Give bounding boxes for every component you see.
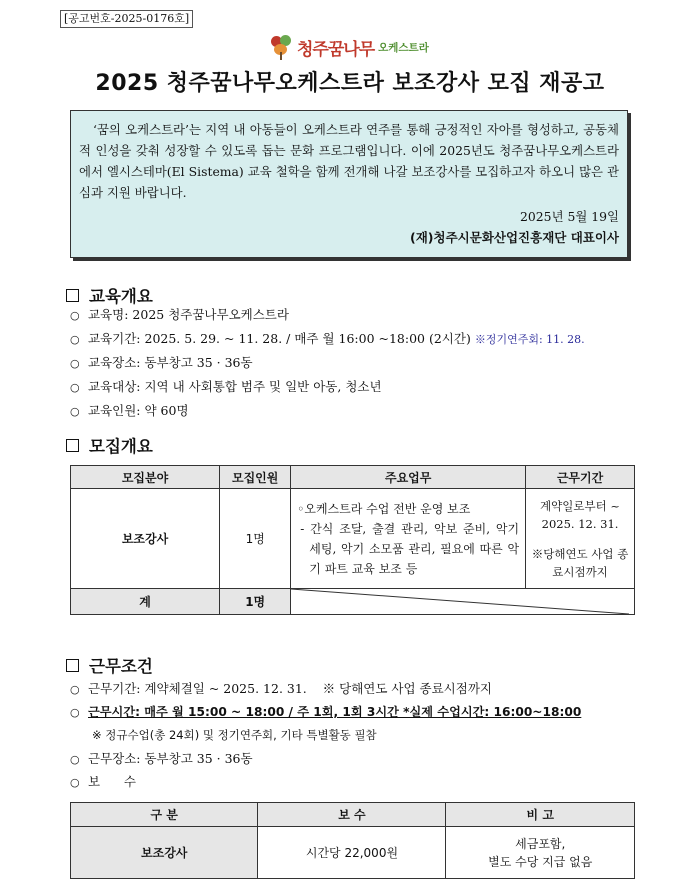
pay-table [70,802,635,879]
list-item-text: 교육기간: 2025. 5. 29. ~ 11. 28. / 매주 월 16:00 ~18:00 (2시간) [88,331,471,346]
list-item-text: 교육장소: 동부창고 35 · 36동 [88,355,253,370]
column-header: 주요업무 [291,466,526,489]
table-row [71,827,635,879]
list-item [70,401,189,422]
intro-date: 2025년 5월 19일 [520,209,619,224]
bullet-icon: ○ [70,706,80,719]
recruit-duties [291,489,526,589]
section-heading-text: 근무조건 [89,657,153,676]
list-item-text: 근무장소: 동부창고 35 · 36동 [88,751,253,766]
section-heading-recruit [66,433,153,457]
column-header: 모집인원 [220,466,291,489]
logo-sub-text: 오케스트라 [378,41,429,54]
intro-org: (재)청주시문화산업진흥재단 대표이사 [410,230,619,245]
bullet-icon: ○ [70,381,80,394]
list-item [70,377,382,398]
conditions-note: ※ 정규수업(총 24회) 및 정기연주회, 기타 특별활동 필참 [92,728,377,742]
pay-amount: 시간당 22,000원 [258,827,446,879]
logo [268,32,429,62]
column-header: 구 분 [71,803,258,827]
list-item-text: 근무기간: 계약체결일 ~ 2025. 12. 31. ※ 당해연도 사업 종료시점까지 [88,681,492,696]
bullet-icon: ○ [70,405,80,418]
intro-body: ‘꿈의 오케스트라’는 지역 내 아동들이 오케스트라 연주를 통해 긍정적인 자아를 형성하고, 공동체적 인성을 갖춰 성장할 수 있도록 돕는 문화 프로그램입니다. 이에 2025년도 청주꿈나무오케스트라에서 엘시스테마(El Sistema) 교육 철학을 함께 전개해 나갈 보조강사를 모집하고자 하오니 많은 관심과 지원 바랍니다. [79,122,619,200]
total-label: 계 [71,589,220,615]
page-title: 2025 청주꿈나무오케스트라 보조강사 모집 재공고 [95,71,605,96]
duty-main: ◦오케스트라 수업 전반 운영 보조 [297,501,471,516]
recruit-field: 보조강사 [71,489,220,589]
bullet-icon: ○ [70,309,80,322]
column-header: 근무기간 [526,466,635,489]
duty-detail: - 간식 조달, 출결 관리, 악보 준비, 악기 세팅, 악기 소모품 관리, 필요에 따른 악기 파트 교육 보조 등 [300,521,520,576]
column-header: 모집분야 [71,466,220,489]
checkbox-square-icon [66,439,79,452]
diagonal-line [291,589,629,614]
total-empty-cell [291,589,635,615]
table-row [71,489,635,589]
intro-box [70,110,628,258]
period-note: ※당해연도 사업 종료시점까지 [531,546,629,579]
list-item [70,305,289,326]
bullet-icon: ○ [70,683,80,696]
checkbox-square-icon [66,659,79,672]
section-heading-text: 교육개요 [89,287,153,306]
pay-type: 보조강사 [71,827,258,879]
pay-note-line: 세금포함, [515,836,566,851]
period-line: 계약일로부터 ~ 2025. 12. 31. [540,498,620,531]
recruit-period [526,489,635,589]
recruit-table [70,465,635,615]
list-item [70,702,581,723]
total-count: 1명 [220,589,291,615]
pay-note [446,827,635,879]
list-item [70,749,253,770]
column-header: 보 수 [258,803,446,827]
column-header: 비 고 [446,803,635,827]
recruit-count: 1명 [220,489,291,589]
logo-main-text: 청주꿈나무 [297,39,375,60]
section-heading-conditions [66,653,153,677]
list-item [70,353,253,374]
pay-note-line: 별도 수당 지급 없음 [488,854,593,869]
list-item-text: 보 수 [88,774,136,789]
section-heading-education [66,283,153,307]
checkbox-square-icon [66,289,79,302]
list-item-text: 교육명: 2025 청주꿈나무오케스트라 [88,307,289,322]
section-heading-text: 모집개요 [89,437,153,456]
period-note: ※정기연주회: 11. 28. [474,333,585,346]
bullet-icon: ○ [70,776,80,789]
table-row-total [71,589,635,615]
notice-number: [공고번호-2025-0176호] [60,10,193,28]
tree-logo-icon [268,34,294,60]
list-item-text: 교육인원: 약 60명 [88,403,189,418]
list-item [70,772,136,793]
bullet-icon: ○ [70,333,80,346]
bullet-icon: ○ [70,753,80,766]
list-item-text: 교육대상: 지역 내 사회통합 범주 및 일반 아동, 청소년 [88,379,382,394]
work-hours-text: 근무시간: 매주 월 15:00 ~ 18:00 / 주 1회, 1회 3시간 *실제 수업시간: 16:00~18:00 [88,705,582,719]
list-item [70,329,585,350]
bullet-icon: ○ [70,357,80,370]
list-item [70,679,492,700]
